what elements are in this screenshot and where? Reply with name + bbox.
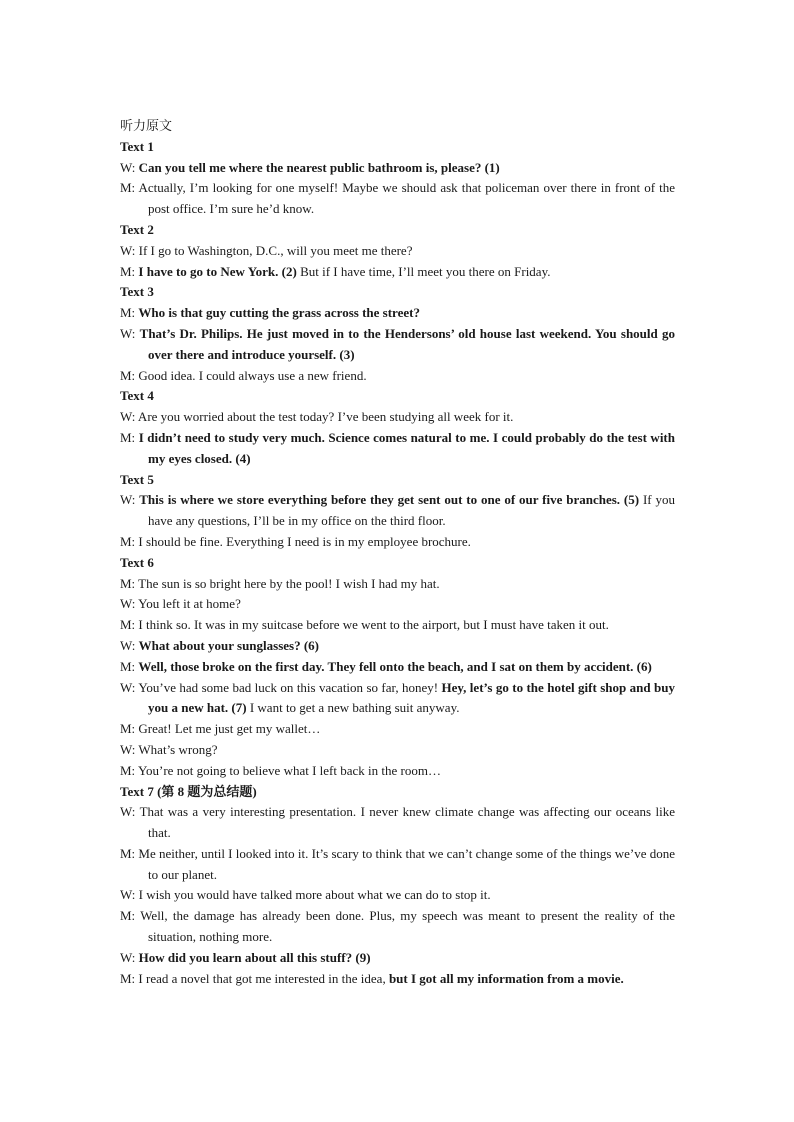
dialogue-text: M: You’re not going to believe what I left back in the room…: [120, 762, 441, 778]
dialogue-text: M: I should be fine. Everything I need is in my employee brochure.: [120, 533, 471, 549]
dialogue-line: [120, 532, 675, 553]
section-heading: Text 2: [120, 221, 154, 237]
dialogue-line: [120, 761, 675, 782]
dialogue-text: W: Are you worried about the test today? I’ve been studying all week for it.: [120, 409, 514, 425]
dialogue-line: [120, 428, 675, 470]
answer-text: Can you tell me where the nearest public bathroom is, please? (1): [138, 159, 500, 175]
answer-text: Who is that guy cutting the grass across the street?: [138, 305, 420, 321]
dialogue-text: M:: [120, 305, 139, 321]
answer-text: That’s Dr. Philips. He just moved in to the Hendersons’ old house last weekend. You should go over there and introduce yourself. (3): [139, 325, 675, 362]
dialogue-text: M: Well, the damage has already been done. Plus, my speech was meant to present the reality of the situation, nothing more.: [120, 908, 675, 945]
dialogue-text: W: I wish you would have talked more about what we can do to stop it.: [120, 887, 491, 903]
dialogue-text: M: Great! Let me just get my wallet…: [120, 721, 321, 737]
dialogue-text: M: The sun is so bright here by the pool! I wish I had my hat.: [120, 575, 440, 591]
dialogue-text: W: If I go to Washington, D.C., will you meet me there?: [120, 242, 413, 258]
dialogue-line: [120, 574, 675, 595]
dialogue-line: [120, 844, 675, 886]
dialogue-line: [120, 178, 675, 220]
dialogue-line: [120, 324, 675, 366]
dialogue-line: [120, 969, 675, 990]
dialogue-line: [120, 657, 675, 678]
section-heading: Text 4: [120, 388, 154, 404]
dialogue-line: [120, 241, 675, 262]
document-title: 听力原文: [120, 118, 173, 133]
section-heading: Text 6: [120, 554, 154, 570]
dialogue-text: M: I read a novel that got me interested in the idea,: [120, 970, 389, 986]
answer-text: but I got all my information from a movie.: [388, 970, 624, 986]
dialogue-text: W: You’ve had some bad luck on this vacation so far, honey!: [120, 679, 442, 695]
dialogue-line: [120, 719, 675, 740]
section-heading: Text 7 (第 8 题为总结题): [120, 783, 257, 799]
document-page: [120, 116, 675, 989]
dialogue-text: M: Good idea. I could always use a new friend.: [120, 367, 367, 383]
sections-container: [120, 137, 675, 990]
dialogue-line: [120, 594, 675, 615]
dialogue-text: M: Me neither, until I looked into it. It’s scary to think that we can’t change some of the things we’ve done to our planet.: [120, 845, 675, 882]
dialogue-line: [120, 407, 675, 428]
dialogue-text: But if I have time, I’ll meet you there on Friday.: [296, 263, 551, 279]
dialogue-text: M:: [120, 658, 139, 674]
dialogue-line: [120, 948, 675, 969]
answer-text: I have to go to New York. (2): [138, 263, 297, 279]
dialogue-line: [120, 906, 675, 948]
section-heading: Text 1: [120, 138, 154, 154]
dialogue-text: M: I think so. It was in my suitcase before we went to the airport, but I must have taken it out.: [120, 617, 609, 633]
dialogue-text: M:: [120, 263, 139, 279]
dialogue-text: I want to get a new bathing suit anyway.: [246, 700, 460, 716]
section-heading: Text 3: [120, 284, 154, 300]
dialogue-line: [120, 490, 675, 532]
dialogue-text: W:: [120, 159, 139, 175]
dialogue-text: W:: [120, 949, 139, 965]
dialogue-text: W:: [120, 492, 140, 508]
dialogue-text: M: Actually, I’m looking for one myself! Maybe we should ask that policeman over there in front of the post office. I’m sure he’d know.: [120, 180, 675, 217]
answer-text: This is where we store everything before they get sent out to one of our five branches. (5): [139, 492, 640, 508]
answer-text: I didn’t need to study very much. Science comes natural to me. I could probably do the test with my eyes closed. (4): [138, 429, 675, 466]
dialogue-line: [120, 366, 675, 387]
dialogue-text: W:: [120, 325, 140, 341]
dialogue-text: W: What’s wrong?: [120, 741, 218, 757]
dialogue-text: W: That was a very interesting presentation. I never knew climate change was affecting our oceans like that.: [120, 804, 675, 841]
dialogue-line: [120, 885, 675, 906]
dialogue-text: M:: [120, 429, 139, 445]
dialogue-line: [120, 158, 675, 179]
dialogue-line: [120, 303, 675, 324]
dialogue-text: If you have any questions, I’ll be in my office on the third floor.: [148, 492, 675, 529]
section-heading: Text 5: [120, 471, 154, 487]
dialogue-text: W: You left it at home?: [120, 596, 241, 612]
dialogue-text: W:: [120, 637, 139, 653]
answer-text: Well, those broke on the first day. They fell onto the beach, and I sat on them by accident. (6): [138, 658, 652, 674]
dialogue-line: [120, 740, 675, 761]
dialogue-line: [120, 636, 675, 657]
dialogue-line: [120, 802, 675, 844]
answer-text: Hey, let’s go to the hotel gift shop and buy you a new hat. (7): [148, 679, 675, 716]
dialogue-line: [120, 262, 675, 283]
answer-text: What about your sunglasses? (6): [138, 637, 320, 653]
dialogue-line: [120, 678, 675, 720]
answer-text: How did you learn about all this stuff? (9): [138, 949, 371, 965]
dialogue-line: [120, 615, 675, 636]
